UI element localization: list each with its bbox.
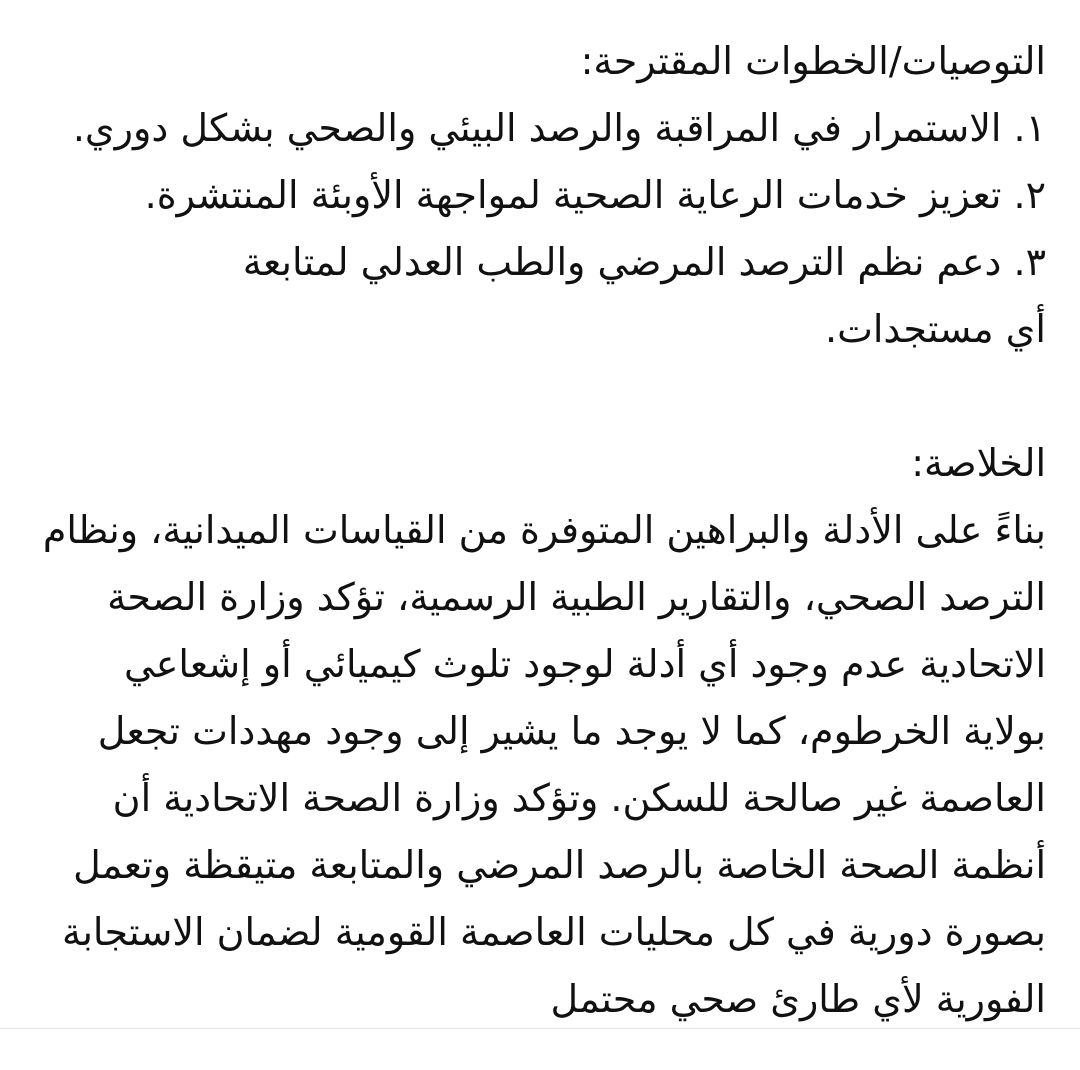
recommendation-item-2: ٢. تعزيز خدمات الرعاية الصحية لمواجهة الأوبئة المنتشرة. bbox=[144, 173, 1046, 217]
section-spacer bbox=[30, 363, 1046, 430]
recommendation-item-3: ٣. دعم نظم الترصد المرضي والطب العدلي لمتابعة أي مستجدات. bbox=[242, 240, 1046, 351]
bottom-divider bbox=[0, 1028, 1080, 1029]
document-body bbox=[30, 28, 1046, 1033]
conclusion-heading: الخلاصة: bbox=[911, 441, 1046, 485]
conclusion-paragraph: بناءً على الأدلة والبراهين المتوفرة من القياسات الميدانية، ونظام الترصد الصحي، والتقارير الطبية الرسمية، تؤكد وزارة الصحة الاتحادية عدم وجود أي أدلة لوجود تلوث كيميائي أو إشعاعي بولاية الخرطوم، كما لا يوجد ما يشير إلى وجود مهددات تجعل العاصمة غير صالحة للسكن. وتؤكد وزارة الصحة الاتحادية أن أنظمة الصحة الخاصة بالرصد المرضي والمتابعة متيقظة وتعمل بصورة دورية في كل محليات العاصمة القومية لضمان الاستجابة الفورية لأي طارئ صحي محتمل bbox=[42, 508, 1046, 1021]
recommendation-item-1: ١. الاستمرار في المراقبة والرصد البيئي والصحي بشكل دوري. bbox=[72, 106, 1046, 150]
recommendations-heading: التوصيات/الخطوات المقترحة: bbox=[580, 39, 1046, 83]
